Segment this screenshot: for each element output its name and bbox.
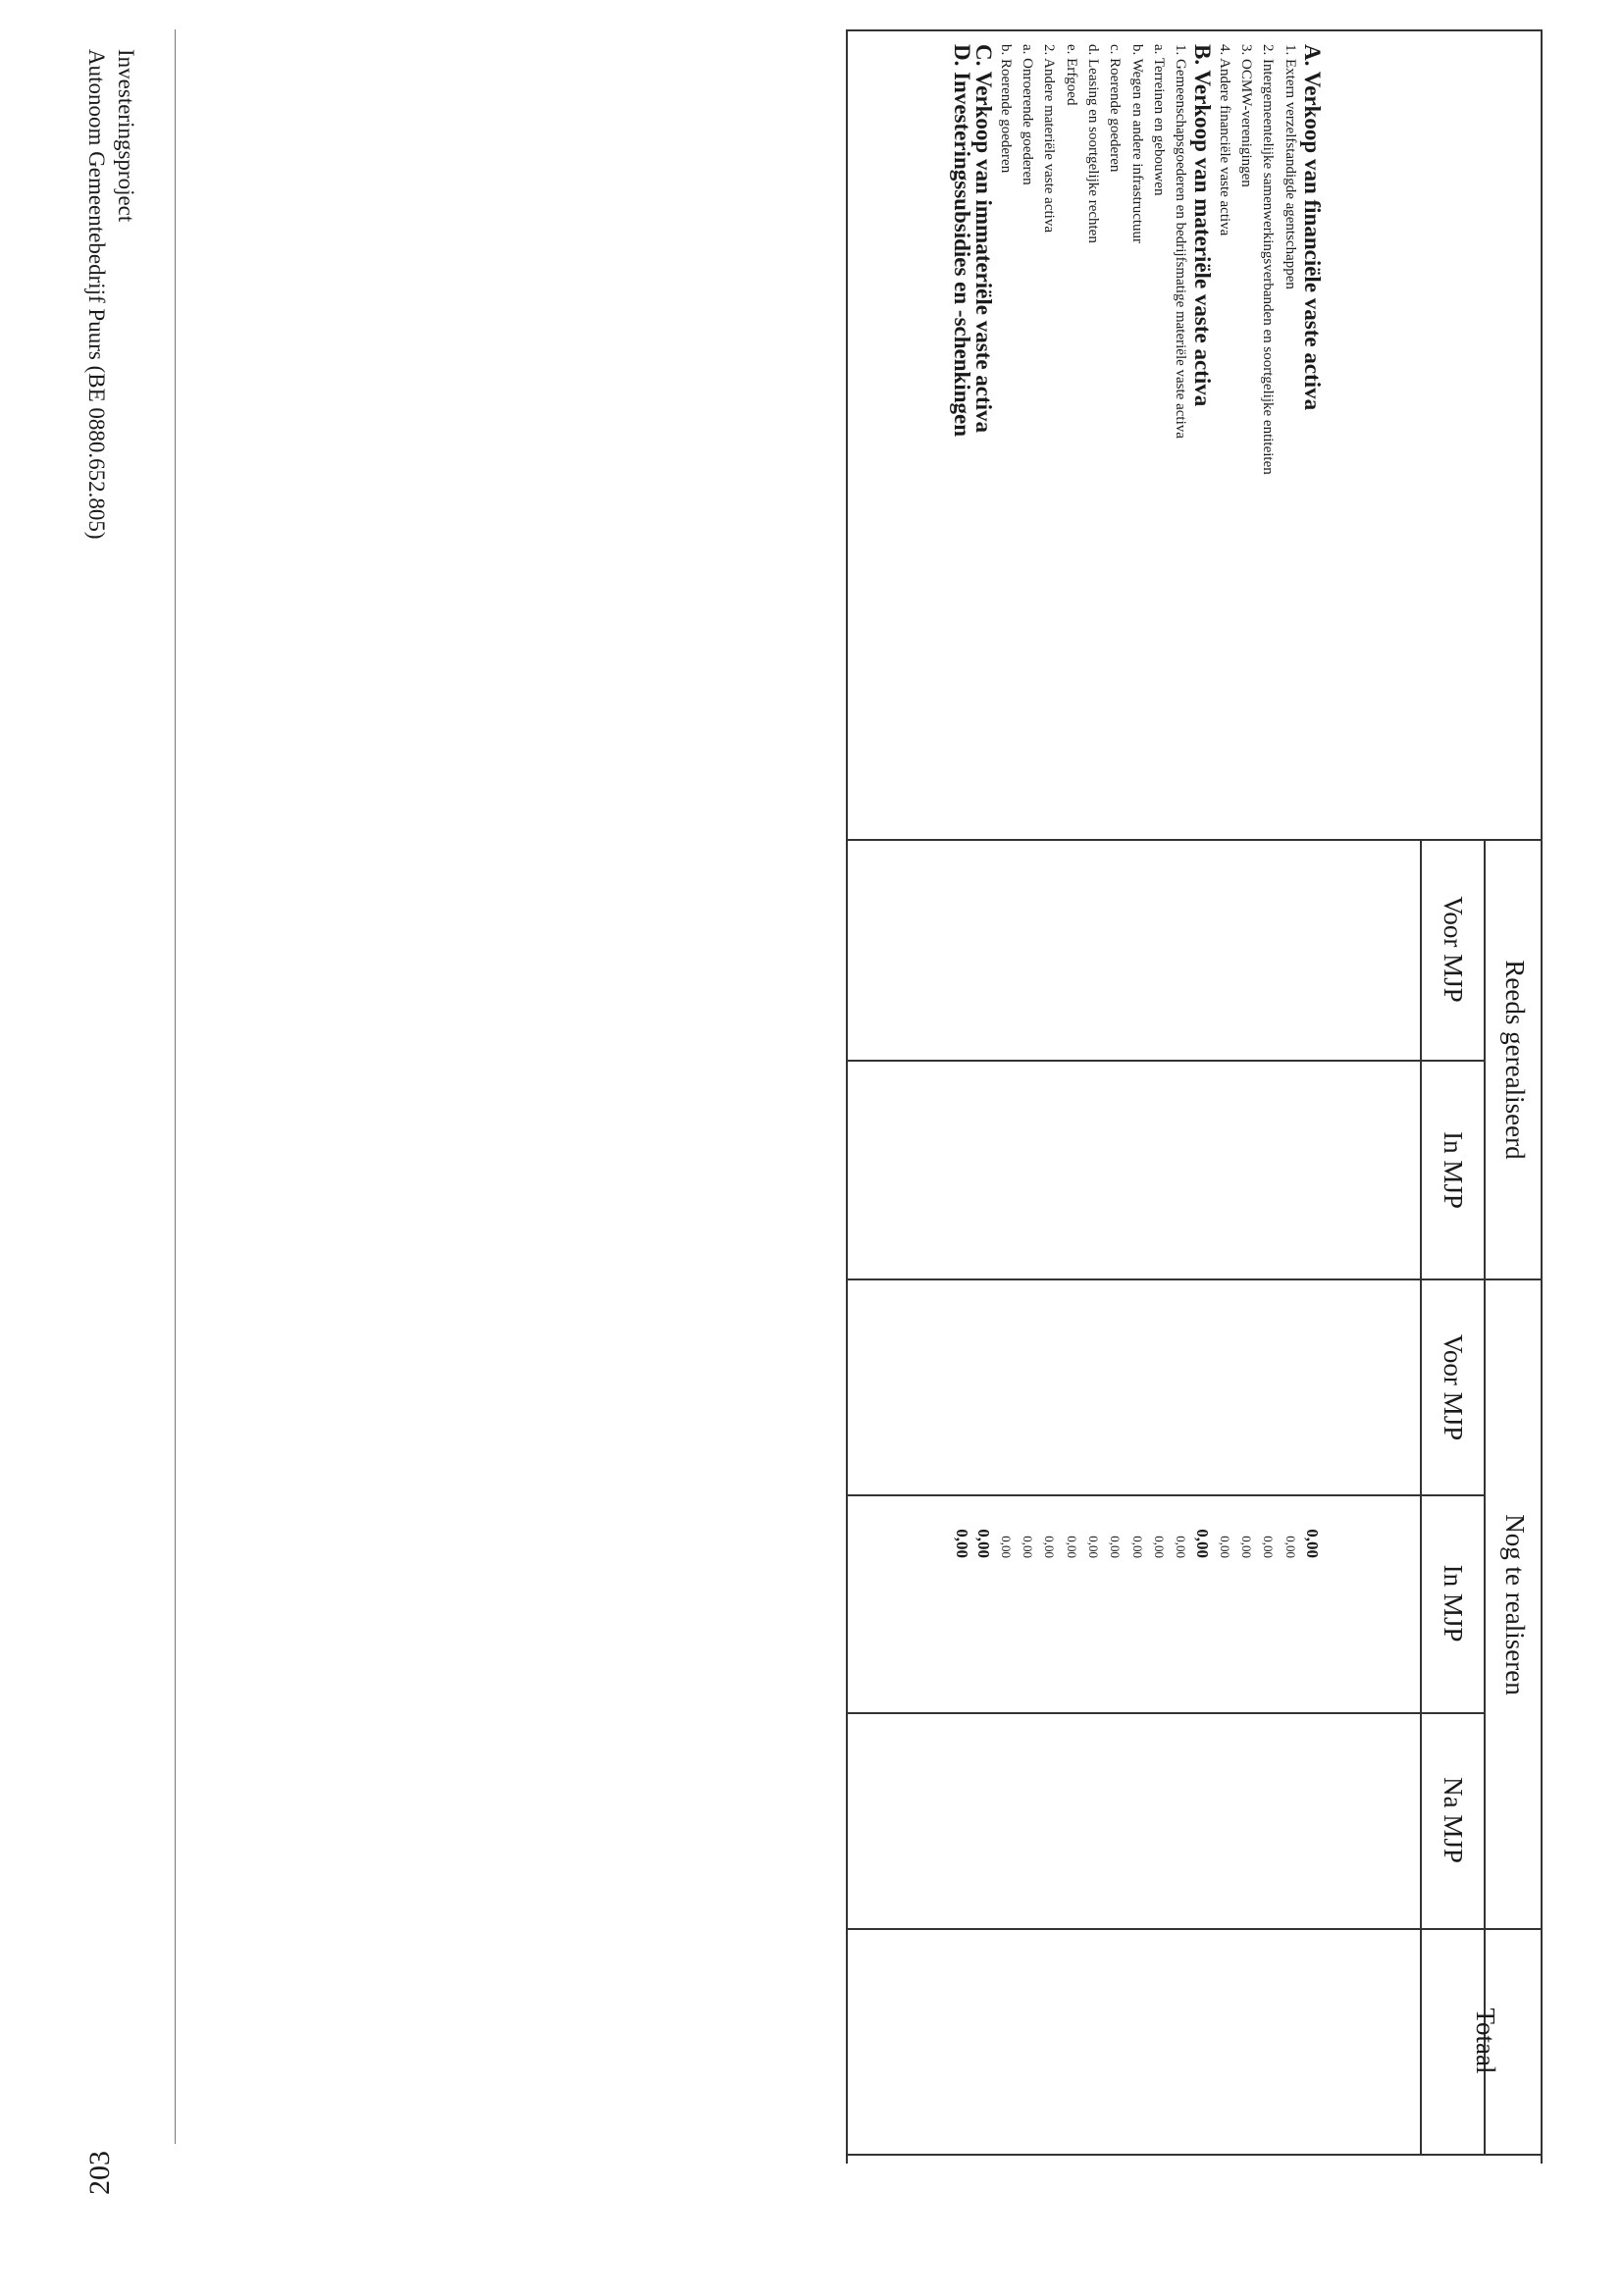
table-row [1235,0,1257,1962]
table-row [1192,0,1214,1962]
header-nog-voor-mjp: Voor MJP [1439,1333,1468,1441]
row-label: C. Verkoop van immateriële vaste activa [971,44,997,434]
table-row [1257,0,1279,1962]
footer-project-label: Investeringsproject [114,49,138,223]
header-reeds-in-mjp: In MJP [1439,1131,1468,1209]
row-value-nog-in-mjp: 0,00 [953,1529,972,1558]
table-row [995,0,1017,1962]
row-label: 2. Intergemeentelijke samenwerkingsverbanden en soortgelijke entiteiten [1260,44,1277,475]
row-label: 1. Gemeenschapsgoederen en bedrijfsmatige materiële vaste activa [1173,44,1189,439]
footer-rule [175,29,176,2144]
table-row [1017,0,1038,1962]
row-value-nog-in-mjp: 0,00 [1239,1536,1255,1558]
row-label: A. Verkoop van financiële vaste activa [1300,44,1325,411]
row-value-nog-in-mjp: 0,00 [998,1536,1014,1558]
row-value-nog-in-mjp: 0,00 [1108,1536,1124,1558]
row-value-nog-in-mjp: 0,00 [1261,1536,1277,1558]
table-row [1301,0,1323,1962]
row-label: b. Roerende goederen [997,44,1014,174]
row-value-nog-in-mjp: 0,00 [1064,1536,1079,1558]
table-row [1126,0,1148,1962]
row-label: D. Investeringssubsidies en -schenkingen [950,44,975,438]
header-reeds-gerealiseerd: Reeds gerealiseerd [1500,960,1530,1160]
row-value-nog-in-mjp: 0,00 [1217,1536,1232,1558]
row-value-nog-in-mjp: 0,00 [1174,1536,1189,1558]
header-reeds-voor-mjp: Voor MJP [1439,896,1468,1003]
table-row [1148,0,1170,1962]
table-row [1061,0,1082,1962]
table-row [1170,0,1191,1962]
row-label: b. Wegen en andere infrastructuur [1128,44,1145,244]
row-label: 4. Andere financiële vaste activa [1216,44,1232,236]
header-nog-te-realiseren: Nog te realiseren [1500,1514,1530,1696]
row-value-nog-in-mjp: 0,00 [1303,1529,1322,1558]
row-value-nog-in-mjp: 0,00 [1283,1536,1298,1558]
table-row [973,0,995,1962]
row-value-nog-in-mjp: 0,00 [1042,1536,1058,1558]
row-label: a. Onroerende goederen [1020,44,1036,185]
header-bottom-rule [1420,839,1422,2154]
table-row [1104,0,1126,1962]
table-top-border [1541,29,1543,2164]
row-label: 3. OCMW-verenigingen [1238,44,1255,187]
row-label: 1. Extern verzelfstandigde agentschappen [1282,44,1298,289]
table-row [1214,0,1235,1962]
row-label: 2. Andere materiële vaste activa [1041,44,1058,233]
table-right-border [846,2154,1543,2156]
row-label: e. Erfgoed [1063,44,1079,106]
row-value-nog-in-mjp: 0,00 [974,1529,994,1558]
footer-organization: Autonoom Gemeentebedrijf Puurs (BE 0880.652.805) [84,49,109,540]
row-value-nog-in-mjp: 0,00 [1021,1536,1036,1558]
table-row [1082,0,1104,1962]
row-label: B. Verkoop van materiële vaste activa [1190,44,1216,407]
page-number: 203 [83,2151,116,2195]
header-nog-na-mjp: Na MJP [1439,1777,1468,1863]
row-value-nog-in-mjp: 0,00 [1151,1536,1167,1558]
row-value-nog-in-mjp: 0,00 [1086,1536,1101,1558]
header-totaal: Totaal [1471,2008,1500,2074]
row-label: c. Roerende goederen [1107,44,1124,173]
table-row [950,0,975,1962]
row-label: a. Terreinen en gebouwen [1150,44,1167,196]
row-value-nog-in-mjp: 0,00 [1129,1536,1145,1558]
header-nog-in-mjp: In MJP [1439,1564,1468,1643]
table-bottom-border [846,29,848,2164]
table-row [1280,0,1301,1962]
row-label: d. Leasing en soortgelijke rechten [1085,44,1101,243]
table-row [1038,0,1060,1962]
row-value-nog-in-mjp: 0,00 [1193,1529,1213,1558]
